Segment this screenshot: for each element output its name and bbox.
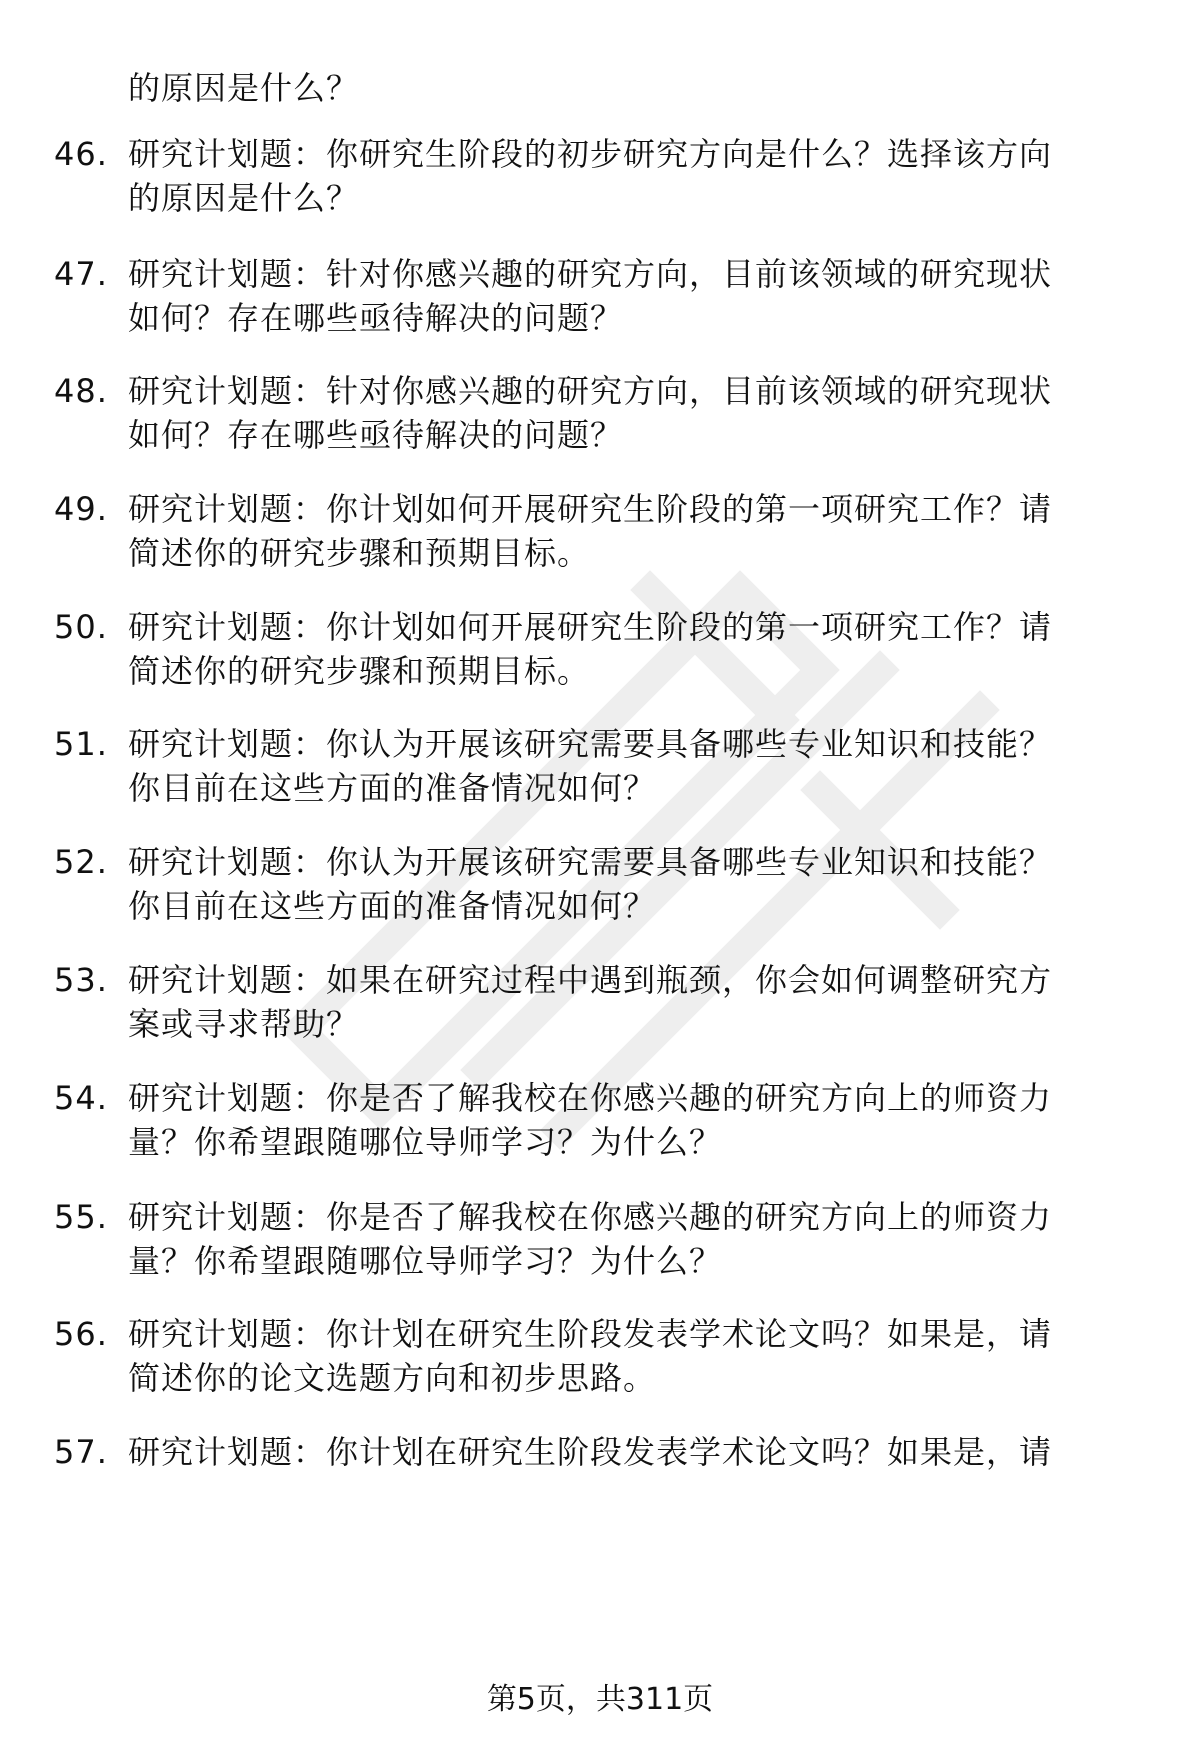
item-text-line: 案或寻求帮助？	[128, 1005, 360, 1043]
item-text-line: 研究计划题：你认为开展该研究需要具备哪些专业知识和技能？	[128, 843, 1053, 881]
item-text-line: 研究计划题：你计划如何开展研究生阶段的第一项研究工作？请	[128, 608, 1053, 646]
item-number: 46.	[54, 135, 108, 173]
item-text-line: 研究计划题：你计划在研究生阶段发表学术论文吗？如果是，请	[128, 1315, 1053, 1353]
item-text-line: 研究计划题：你研究生阶段的初步研究方向是什么？选择该方向	[128, 135, 1053, 173]
item-text-line: 如何？存在哪些亟待解决的问题？	[128, 416, 624, 454]
item-text-line: 你目前在这些方面的准备情况如何？	[128, 887, 657, 925]
item-text-line: 的原因是什么？	[128, 179, 360, 217]
item-text-line: 研究计划题：针对你感兴趣的研究方向，目前该领域的研究现状	[128, 255, 1053, 293]
item-number: 55.	[54, 1198, 108, 1236]
item-number: 56.	[54, 1315, 108, 1353]
item-text-line: 量？你希望跟随哪位导师学习？为什么？	[128, 1123, 723, 1161]
watermark-stamp	[180, 470, 1080, 1170]
item-text-line: 的原因是什么？	[128, 69, 360, 107]
item-text-line: 研究计划题：你计划在研究生阶段发表学术论文吗？如果是，请	[128, 1433, 1053, 1471]
item-text-line: 如何？存在哪些亟待解决的问题？	[128, 299, 624, 337]
item-number: 51.	[54, 725, 108, 763]
item-number: 50.	[54, 608, 108, 646]
item-number: 49.	[54, 490, 108, 528]
item-text-line: 量？你希望跟随哪位导师学习？为什么？	[128, 1242, 723, 1280]
item-number: 47.	[54, 255, 108, 293]
item-number: 52.	[54, 843, 108, 881]
item-text-line: 简述你的研究步骤和预期目标。	[128, 534, 591, 572]
item-text-line: 简述你的论文选题方向和初步思路。	[128, 1359, 657, 1397]
page-footer: 第5页，共311页	[486, 1682, 714, 1717]
item-text-line: 研究计划题：你是否了解我校在你感兴趣的研究方向上的师资力	[128, 1079, 1053, 1117]
item-text-line: 简述你的研究步骤和预期目标。	[128, 652, 591, 690]
item-number: 54.	[54, 1079, 108, 1117]
item-text-line: 研究计划题：如果在研究过程中遇到瓶颈，你会如何调整研究方	[128, 961, 1053, 999]
item-text-line: 你目前在这些方面的准备情况如何？	[128, 769, 657, 807]
item-number: 53.	[54, 961, 108, 999]
item-text-line: 研究计划题：针对你感兴趣的研究方向，目前该领域的研究现状	[128, 372, 1053, 410]
item-text-line: 研究计划题：你认为开展该研究需要具备哪些专业知识和技能？	[128, 725, 1053, 763]
item-text-line: 研究计划题：你是否了解我校在你感兴趣的研究方向上的师资力	[128, 1198, 1053, 1236]
item-text-line: 研究计划题：你计划如何开展研究生阶段的第一项研究工作？请	[128, 490, 1053, 528]
item-number: 57.	[54, 1433, 108, 1471]
item-number: 48.	[54, 372, 108, 410]
